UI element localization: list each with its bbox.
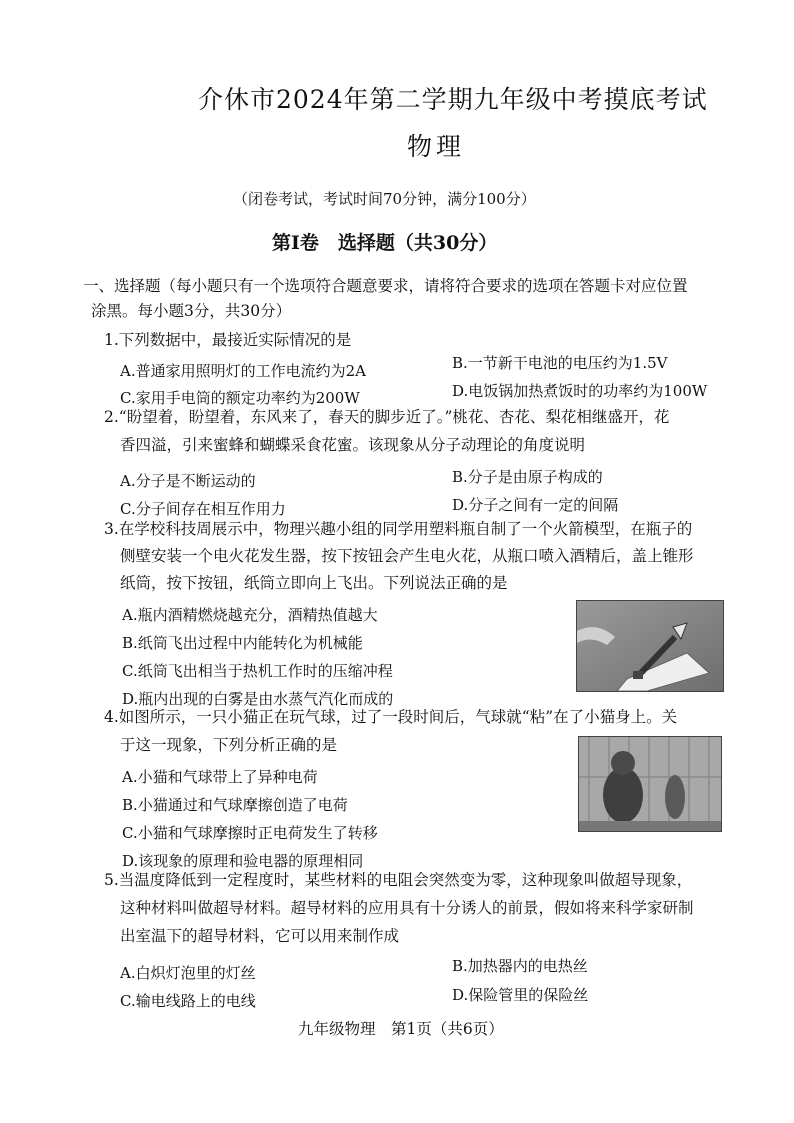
question-1-option-c: C.家用手电筒的额定功率约为200W <box>120 389 360 407</box>
question-1-option-b: B.一节新干电池的电压约为1.5V <box>452 354 668 372</box>
cat-head <box>611 751 635 775</box>
rocket-model-photo <box>576 600 724 692</box>
question-1-option-d: D.电饭锅加热煮饭时的功率约为100W <box>452 382 708 400</box>
question-3-stem-line1: 3.在学校科技周展示中，物理兴趣小组的同学用塑料瓶自制了一个火箭模型，在瓶子的 <box>104 520 693 538</box>
question-5-option-d: D.保险管里的保险丝 <box>452 986 589 1004</box>
question-1-option-a: A.普通家用照明灯的工作电流约为2A <box>120 362 366 380</box>
question-1-stem: 1.下列数据中，最接近实际情况的是 <box>104 331 352 349</box>
question-4-option-d: D.该现象的原理和验电器的原理相同 <box>122 852 364 870</box>
spark-generator <box>633 671 643 679</box>
cat-balloon-illustration <box>579 737 721 831</box>
exam-note: （闭卷考试，考试时间70分钟，满分100分） <box>233 190 536 208</box>
part1-instruction-line2: 涂黑。每小题3分，共30分） <box>91 302 292 320</box>
question-2-option-c: C.分子间存在相互作用力 <box>120 500 286 518</box>
question-3-option-c: C.纸筒飞出相当于热机工作时的压缩冲程 <box>122 662 393 680</box>
page-footer: 九年级物理 第1页（共6页） <box>298 1020 504 1038</box>
question-4-option-b: B.小猫通过和气球摩擦创造了电荷 <box>122 796 348 814</box>
question-5-stem-line3: 出室温下的超导材料，它可以用来制作成 <box>120 927 400 945</box>
question-5-stem-line1: 5.当温度降低到一定程度时，某些材料的电阻会突然变为零，这种现象叫做超导现象， <box>104 871 693 889</box>
question-4-option-a: A.小猫和气球带上了异种电荷 <box>122 768 318 786</box>
question-5-option-a: A.白炽灯泡里的灯丝 <box>120 964 256 982</box>
question-2-stem-line1: 2.“盼望着，盼望着，东风来了，春天的脚步近了。”桃花、杏花、梨花相继盛开，花 <box>104 408 670 426</box>
question-2-option-a: A.分子是不断运动的 <box>120 472 256 490</box>
question-3-option-b: B.纸筒飞出过程中内能转化为机械能 <box>122 634 363 652</box>
exam-title: 介休市2024年第二学期九年级中考摸底考试 <box>198 85 708 114</box>
question-3-option-d: D.瓶内出现的白雾是由水蒸气汽化而成的 <box>122 690 394 708</box>
question-2-stem-line2: 香四溢，引来蜜蜂和蝴蝶采食花蜜。该现象从分子动理论的角度说明 <box>120 436 586 454</box>
question-5-stem-line2: 这种材料叫做超导材料。超导材料的应用具有十分诱人的前景，假如将来科学家研制 <box>120 899 694 917</box>
question-4-stem-line2: 于这一现象，下列分析正确的是 <box>120 736 338 754</box>
question-5-option-b: B.加热器内的电热丝 <box>452 957 588 975</box>
question-3-stem-line2: 侧壁安装一个电火花发生器，按下按钮会产生电火花，从瓶口喷入酒精后，盖上锥形 <box>120 547 694 565</box>
question-5-option-c: C.输电线路上的电线 <box>120 992 256 1010</box>
section-title: 第Ⅰ卷 选择题（共30分） <box>272 232 498 254</box>
question-2-option-b: B.分子是由原子构成的 <box>452 468 603 486</box>
question-2-option-d: D.分子之间有一定的间隔 <box>452 496 619 514</box>
cat-body <box>603 767 643 823</box>
rocket-model-illustration <box>577 601 723 691</box>
question-4-option-c: C.小猫和气球摩擦时正电荷发生了转移 <box>122 824 378 842</box>
question-4-stem-line1: 4.如图所示，一只小猫正在玩气球，过了一段时间后，气球就“粘”在了小猫身上。关 <box>104 708 678 726</box>
subject-title: 物理 <box>407 132 466 161</box>
part1-instruction-line1: 一、选择题（每小题只有一个选项符合题意要求，请将符合要求的选项在答题卡对应位置 <box>83 277 688 295</box>
balloon <box>665 775 685 819</box>
cat-balloon-photo <box>578 736 722 832</box>
question-3-stem-line3: 纸筒，按下按钮，纸筒立即向上飞出。下列说法正确的是 <box>120 574 508 592</box>
question-3-option-a: A.瓶内酒精燃烧越充分，酒精热值越大 <box>122 606 378 624</box>
